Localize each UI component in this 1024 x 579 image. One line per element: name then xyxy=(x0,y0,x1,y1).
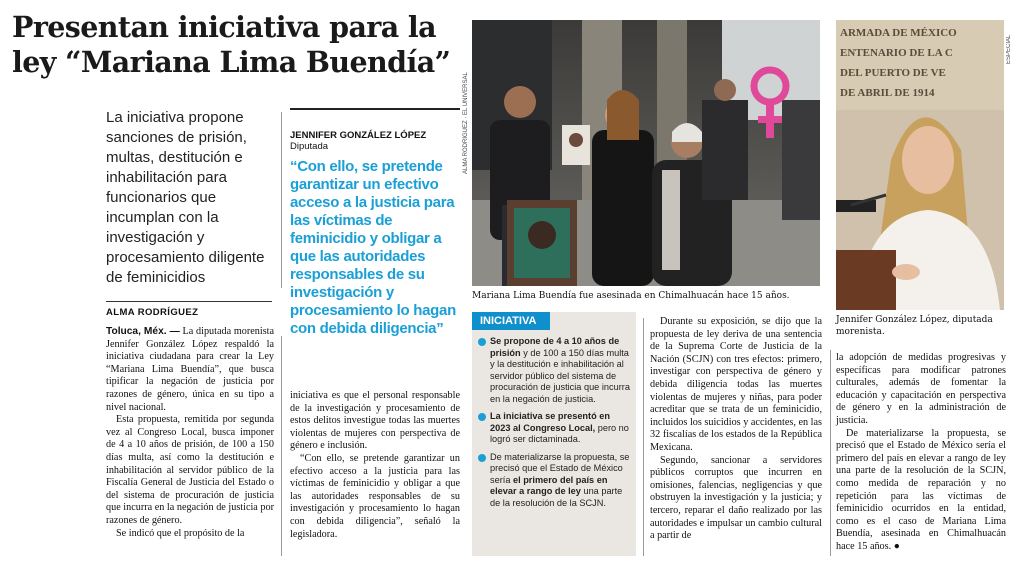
sidebar-item: Se propone de 4 a 10 años de prisión y de 100 a 150 días multa y la destitución e inhabilitación al servidor público del sistema de procuración de justicia que incurra en la negación de justicia. xyxy=(472,336,636,405)
bullet-icon xyxy=(478,413,486,421)
sidebar-title: INICIATIVA xyxy=(472,312,550,330)
paragraph: Durante su exposición, se dijo que la propuesta de ley deriva de una sentencia de la Suprema Corte de Justicia de la Nación (SCJN) con tres efectos: primero, investigar con perspectiva de género y debida diligencia todas las muertes violentas de mujeres y niñas, para poder acreditar que se trata de un feminicidio, incluidos los suicidios y accidentes, en las 32 fiscalías de los estados de la República Mexicana. xyxy=(650,316,822,453)
wall-lettering: DE ABRIL DE 1914 xyxy=(840,87,935,99)
headline: Presentan iniciativa para la ley “Mariana Lima Buendía” xyxy=(12,10,451,79)
quote-text: “Con ello, se pretende garantizar un efectivo acceso a la justicia para las víctimas de feminicidio y obligar a que las autoridades responsables de su investigación y procesamiento lo hagan con debida diligencia” xyxy=(290,158,456,337)
quote-author: JENNIFER GONZÁLEZ LÓPEZ xyxy=(290,130,427,141)
quote-rule xyxy=(290,108,460,110)
wall-lettering: ARMADA DE MÉXICO xyxy=(840,27,957,39)
column-divider xyxy=(281,112,282,288)
bullet-icon xyxy=(478,454,486,462)
column-divider xyxy=(643,318,644,556)
dateline: Toluca, Méx. — xyxy=(106,326,180,337)
photo-credit: ALMA RODRÍGUEZ · EL UNIVERSAL xyxy=(463,72,469,174)
paragraph: Se indicó que el propósito de la xyxy=(116,527,245,539)
paragraph: De materializarse la propuesta, se precisó que el Estado de México sería el primero del país en elevar a rango de ley una parte de la resolución de la SCJN, como medida de reparación y no repetición para las víctimas de feminicidio ocurridos en la entidad, como es el caso de Mariana Lima Buendía, asesinada en Chimalhuacán hace 15 años. ● xyxy=(836,427,1006,552)
wall-lettering: ENTENARIO DE LA C xyxy=(840,47,953,59)
quote-author-role: Diputada xyxy=(290,141,329,152)
photo-credit: ESPECIAL xyxy=(1006,34,1012,64)
article-column-4 xyxy=(650,316,822,543)
protest-photo-graphic xyxy=(472,20,820,286)
column-divider xyxy=(281,336,282,556)
pull-quote xyxy=(290,108,460,338)
byline-rule xyxy=(106,301,272,302)
end-mark-icon: ● xyxy=(893,540,900,552)
photo-caption: Mariana Lima Buendía fue asesinada en Chimalhuacán hace 15 años. xyxy=(472,291,790,301)
article-column-5 xyxy=(836,352,1006,554)
photo-caption: Jennifer González López, diputada morenista. xyxy=(836,315,993,337)
legislator-photo xyxy=(836,20,1004,310)
sidebar-item: La iniciativa se presentó en 2023 al Congreso Local, pero no logró ser dictaminada. xyxy=(472,411,636,446)
paragraph: la adopción de medidas progresivas y específicas para modificar patrones culturales, además de fomentar la educación y capacitación en perspectiva de género y en la administración de justicia. xyxy=(836,352,1006,426)
initiative-sidebar xyxy=(472,312,636,556)
protest-photo xyxy=(472,20,820,286)
paragraph: “Con ello, se pretende garantizar un efectivo acceso a la justicia para las víctimas de feminicidio y obligar a que las autoridades responsables de su investigación y procesamiento lo hagan con debida diligencia”, señaló la legisladora. xyxy=(290,452,460,540)
paragraph: Toluca, Méx. — La diputada morenista Jennifer González López respaldó la iniciativa ciudadana para crear la Ley “Mariana Lima Buendía”, que busca tipificar la negación de justicia por razones de género, única en su tipo a nivel nacional. xyxy=(106,326,275,413)
wall-lettering: DEL PUERTO DE VE xyxy=(840,67,946,79)
legislator-photo-graphic xyxy=(836,20,1004,310)
summary-deck: La iniciativa propone sanciones de prisión, multas, destitución e inhabilitación para funcionarios que incumplan con la investigación y procesamiento diligente de feminicidios xyxy=(106,109,265,286)
sidebar-item: De materializarse la propuesta, se precisó que el Estado de México sería el primero del país en elevar a rango de ley una parte de la resolución de la SCJN. xyxy=(472,452,636,510)
byline: ALMA RODRÍGUEZ xyxy=(106,307,199,318)
article-column-1 xyxy=(106,326,274,540)
article-column-2 xyxy=(290,390,460,541)
paragraph: Esta propuesta, remitida por segunda vez al Congreso Local, busca imponer de 4 a 10 años de prisión, de 100 a 150 días multa, así como la destitución e inhabilitación al servidor público de la Fiscalía General de Justicia del Estado o del sistema de procuración de justicia que incurra en la negación de justicia por razones de género. xyxy=(106,414,274,526)
bullet-icon xyxy=(478,338,486,346)
paragraph: Segundo, sancionar a servidores públicos corruptos que incurren en omisiones, falencias, negligencias y que obstruyen la investigación y la justicia; y tercero, reparar el daño realizado por las autoridades e impulsar un cambio cultural a partir de xyxy=(650,454,822,542)
paragraph: iniciativa es que el personal responsable de la investigación y procesamiento de estos delitos investigue todas las muertes violentas de mujeres con perspectiva de género e inclusión. xyxy=(290,390,460,452)
column-divider xyxy=(830,350,831,556)
